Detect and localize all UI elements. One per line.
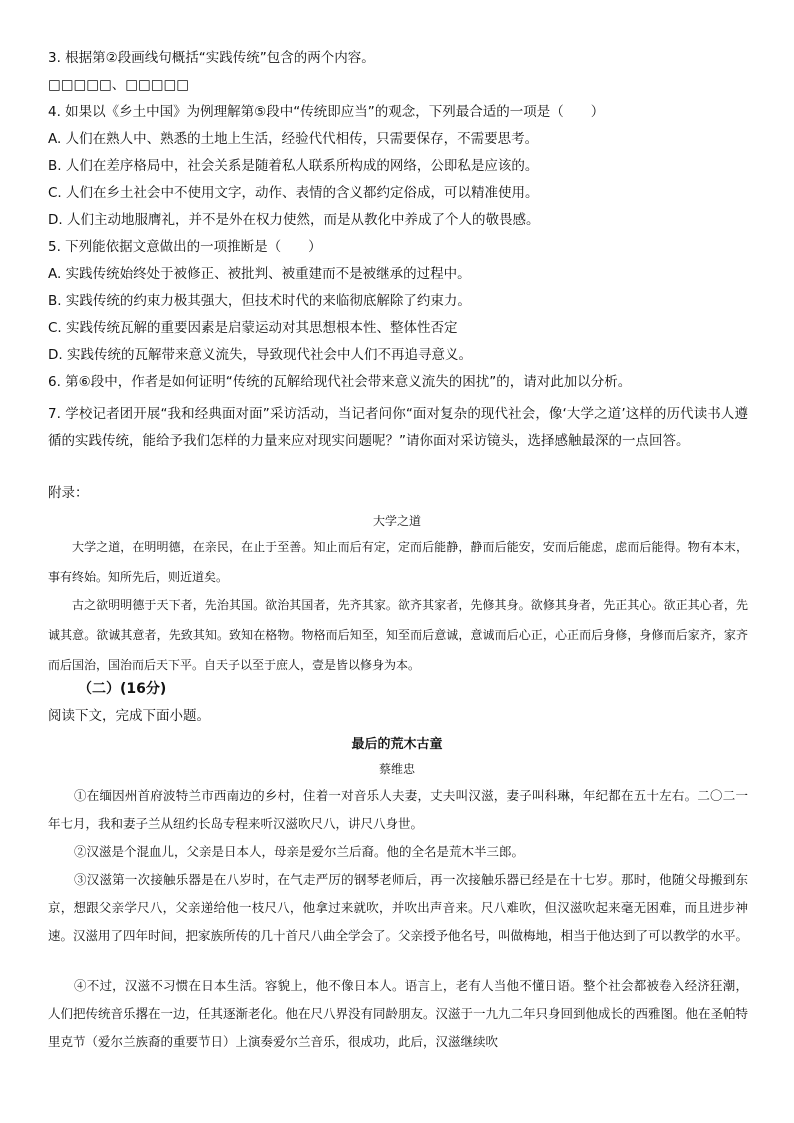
question-5-option-d: D. 实践传统的瓦解带来意义流失，导致现代社会中人们不再追寻意义。 (48, 347, 472, 363)
appendix-title: 大学之道 (372, 514, 421, 528)
question-6: 6. 第⑥段中，作者是如何证明“传统的瓦解给现代社会带来意义流失的困扰”的，请对此加以分析。 (48, 374, 632, 390)
question-4-option-c: C. 人们在乡土社会中不使用文字，动作、表情的含义都约定俗成，可以精准使用。 (48, 185, 539, 201)
article-title: 最后的荒木古童 (351, 737, 443, 752)
question-5: 5. 下列能依据文意做出的一项推断是（ ） (48, 239, 322, 255)
answer-blanks: □□□□□、□□□□□ (48, 77, 190, 93)
appendix-label: 附录： (48, 485, 89, 501)
appendix-paragraph-1: 大学之道，在明明德，在亲民，在止于至善。知止而后有定，定而后能静，静而后能安，安而后能虑，虑而后能得。物有本末，事有终始。知所先后，则近道矣。 (48, 540, 748, 584)
question-4: 4. 如果以《乡土中国》为例理解第⑤段中“传统即应当”的观念，下列最合适的一项是（ ） (48, 104, 605, 120)
question-4-option-a: A. 人们在熟人中、熟悉的土地上生活，经验代代相传，只需要保存，不需要思考。 (48, 131, 539, 147)
article-paragraph-1: ①在缅因州首府波特兰市西南边的乡村，住着一对音乐人夫妻，丈夫叫汉滋，妻子叫科琳，年纪都在五十左右。二〇二一年七月，我和妻子兰从纽约长岛专程来听汉滋吹尺八，讲尺八身世。 (48, 788, 748, 831)
article-author: 蔡维忠 (378, 762, 415, 776)
article-paragraph-3: ③汉滋第一次接触乐器是在八岁时，在气走严厉的钢琴老师后，再一次接触乐器已经是在十七岁。那时，他随父母搬到东京，想跟父亲学尺八，父亲递给他一枝尺八，他拿过来就吹，并吹出声音来。尺八难吹，但汉滋吹起来毫无困难，而且进步神速。汉滋用了四年时间，把家族所传的几十首尺八曲全学会了。父亲授予他名号，叫做梅地，相当于他达到了可以教学的水平。 (48, 872, 749, 943)
question-4-option-b: B. 人们在差序格局中，社会关系是随着私人联系所构成的网络，公即私是应该的。 (48, 158, 539, 174)
section-heading: （二）(16分) (78, 681, 167, 697)
question-4-option-d: D. 人们主动地服膺礼，并不是外在权力使然，而是从教化中养成了个人的敬畏感。 (48, 212, 540, 228)
appendix-paragraph-2: 古之欲明明德于天下者，先治其国。欲治其国者，先齐其家。欲齐其家者，先修其身。欲修其身者，先正其心。欲正其心者，先诚其意。欲诚其意者，先致其知。致知在格物。物格而后知至，知至而后意诚，意诚而后心正，心正而后身修，身修而后家齐，家齐而后国治，国治而后天下平。自天子以至于庶人，壹是皆以修身为本。 (48, 598, 748, 672)
article-paragraph-2: ②汉滋是个混血儿，父亲是日本人，母亲是爱尔兰后裔。他的全名是荒木半三郎。 (74, 844, 525, 859)
question-5-option-c: C. 实践传统瓦解的重要因素是启蒙运动对其思想根本性、整体性否定 (48, 320, 458, 336)
article-paragraph-4: ④不过，汉滋不习惯在日本生活。容貌上，他不像日本人。语言上，老有人当他不懂日语。整个社会都被卷入经济狂潮，人们把传统音乐撂在一边，任其逐渐老化。他在尺八界没有同龄朋友。汉滋于一九九二年只身回到他成长的西雅图。他在圣帕特里克节（爱尔兰族裔的重要节日）上演奏爱尔兰音乐，很成功，此后，汉滋继续吹 (48, 978, 749, 1049)
question-5-option-a: A. 实践传统始终处于被修正、被批判、被重建而不是被继承的过程中。 (48, 266, 471, 282)
reading-instruction: 阅读下文，完成下面小题。 (48, 708, 210, 724)
question-7: 7. 学校记者团开展“我和经典面对面”采访活动，当记者问你“面对复杂的现代社会，像‘大学之道’这样的历代读书人遵循的实践传统，能给予我们怎样的力量来应对现实问题呢？”请你面对采访镜头，选择感触最深的一点回答。 (48, 406, 748, 449)
question-5-option-b: B. 实践传统的约束力极其强大，但技术时代的来临彻底解除了约束力。 (48, 293, 471, 309)
question-3: 3. 根据第②段画线句概括“实践传统”包含的两个内容。 (48, 50, 375, 66)
